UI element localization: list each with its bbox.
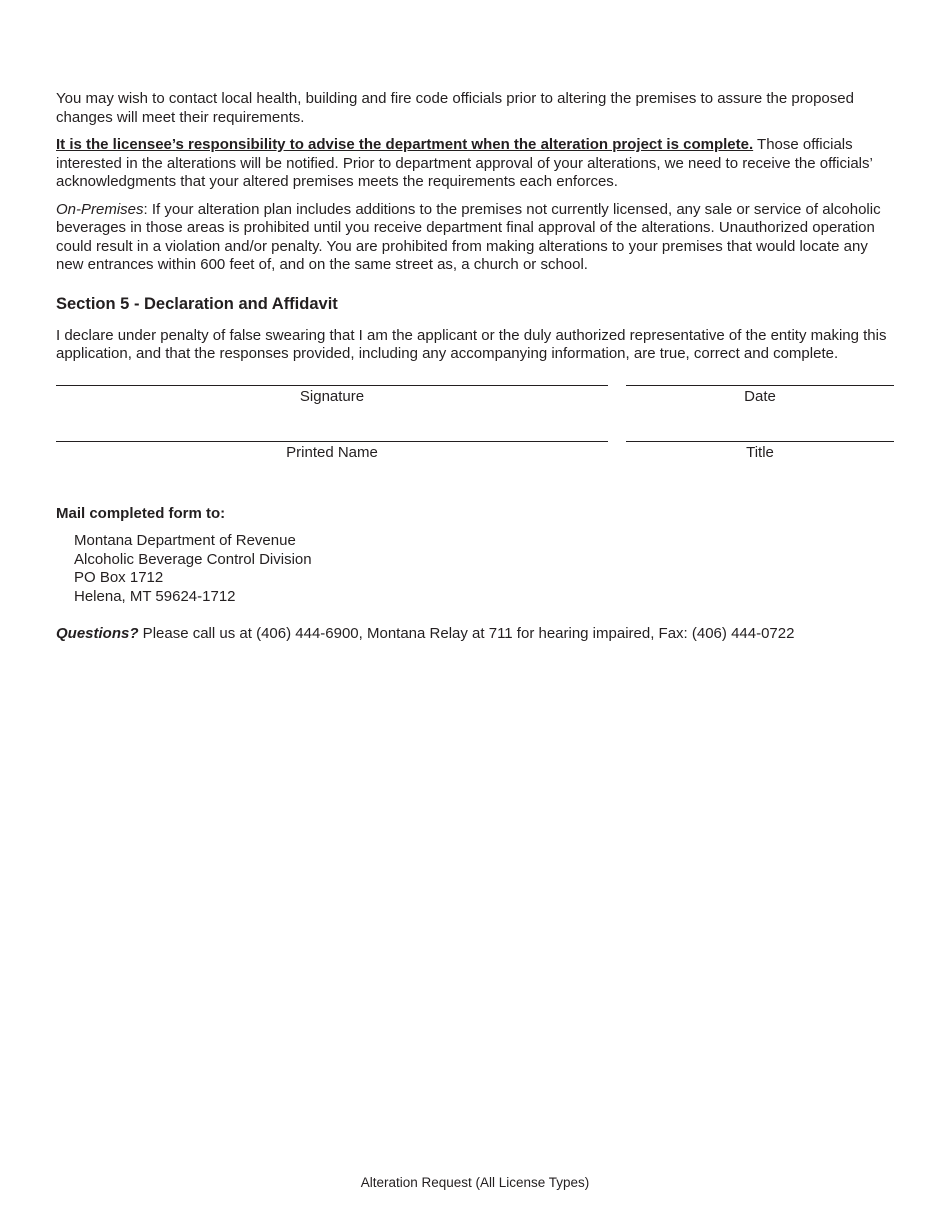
form-page [56,90,896,644]
address-line: Helena, MT 59624-1712 [74,587,236,605]
on-premises-paragraph [56,201,896,275]
date-label: Date [744,387,776,405]
mailing-address [56,532,896,606]
title-line[interactable] [626,441,894,442]
section-5-heading: Section 5 - Declaration and Affidavit [56,294,338,313]
signature-row [56,385,896,441]
printed-name-label: Printed Name [286,443,378,461]
signature-line[interactable] [56,385,608,386]
declaration-text: I declare under penalty of false swearing that I am the applicant or the duly authorized representative of the entity making this application, and that the responses provided, including any accompanying information, are true, correct and complete. [56,326,887,362]
questions-contact: Please call us at (406) 444-6900, Montana Relay at 711 for hearing impaired, Fax: (406) 444-0722 [138,625,795,642]
on-premises-label: On-Premises [56,200,144,218]
on-premises-text: : If your alteration plan includes additions to the premises not currently licensed, any sale or service of alcoholic beverages in those areas is prohibited until you receive department final approval of the alterations. Unauthorized operation could result in a violation and/or penalty. You are prohibited from making alterations to your premises that would locate any new entrances within 600 feet of, and on the same street as, a church or school. [56,200,881,273]
date-line[interactable] [626,385,894,386]
page-footer: Alteration Request (All License Types) [360,1175,590,1190]
responsibility-emphasis: It is the licensee’s responsibility to advise the department when the alteration project is complete. [56,136,754,153]
signature-label: Signature [299,387,365,405]
responsibility-text: Those officials interested in the alterations will be notified. Prior to department approval of your alterations, we need to receive the officials’ acknowledgments that your altered premises meets the requirements each enforces. [56,136,873,190]
contact-officials-paragraph: You may wish to contact local health, building and fire code officials prior to altering the premises to assure the proposed changes will meet their requirements. [56,90,854,126]
printed-name-line[interactable] [56,441,608,442]
responsibility-paragraph [56,136,896,192]
title-label: Title [746,443,774,461]
address-line: Alcoholic Beverage Control Division [74,550,312,568]
mail-heading: Mail completed form to: [56,504,226,522]
questions-lead: Questions? [56,625,139,642]
address-line: Montana Department of Revenue [74,532,296,549]
questions-line [56,625,896,644]
address-line: PO Box 1712 [74,569,164,586]
printed-name-row [56,441,896,497]
